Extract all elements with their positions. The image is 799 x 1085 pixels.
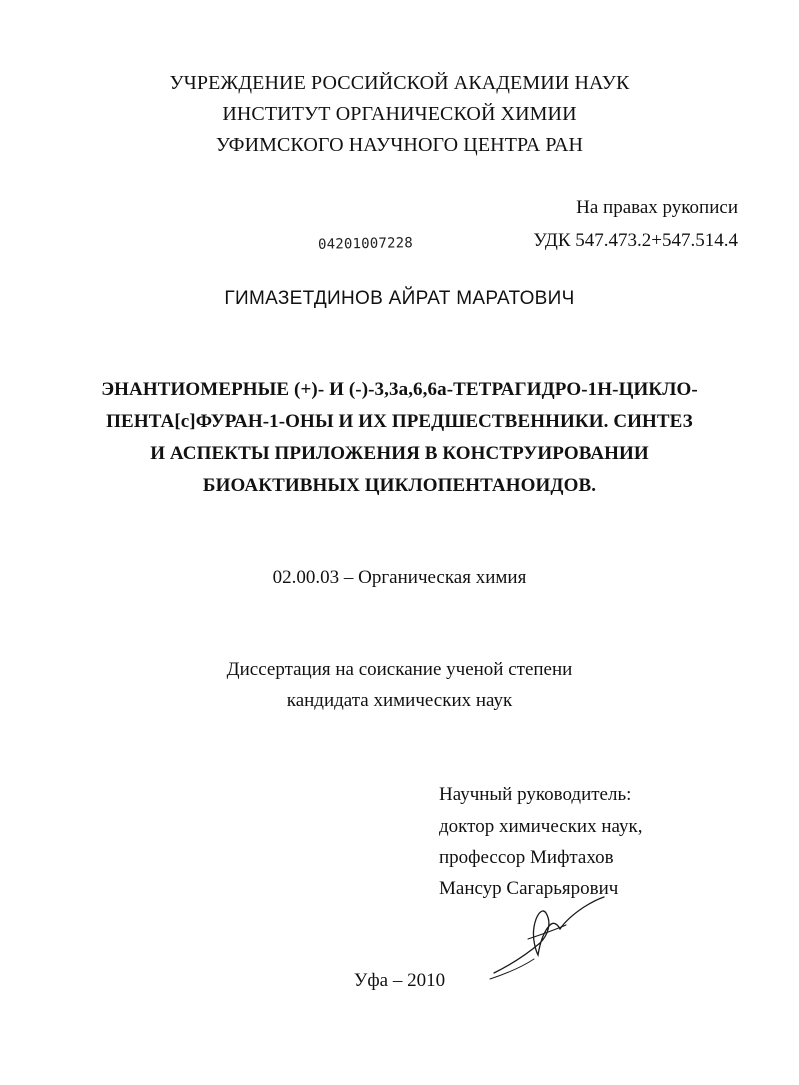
institution-line-1: УЧРЕЖДЕНИЕ РОССИЙСКОЙ АКАДЕМИИ НАУК [169,72,630,94]
title-line-1: ЭНАНТИОМЕРНЫЕ (+)- И (-)-3,3а,6,6а-ТЕТРАГИДРО-1H-ЦИКЛО- [101,379,698,400]
udc-code: УДК 547.473.2+547.514.4 [533,230,738,251]
manuscript-rights-note: На правах рукописи [576,197,738,218]
degree-line-2: кандидата химических наук [286,690,513,711]
author-name: ГИМАЗЕТДИНОВ АЙРАТ МАРАТОВИЧ [224,288,575,309]
place-and-year: Уфа – 2010 [353,970,446,991]
institution-line-3: УФИМСКОГО НАУЧНОГО ЦЕНТРА РАН [215,134,584,156]
title-line-3: И АСПЕКТЫ ПРИЛОЖЕНИЯ В КОНСТРУИРОВАНИИ [150,443,649,464]
supervisor-title-surname: профессор Мифтахов [439,847,614,868]
title-line-2: ПЕНТА[c]ФУРАН-1-ОНЫ И ИХ ПРЕДШЕСТВЕННИКИ. СИНТЕЗ [106,411,693,432]
handwritten-signature [488,895,608,980]
supervisor-label: Научный руководитель: [439,784,632,805]
degree-line-1: Диссертация на соискание ученой степени [226,659,573,680]
institution-line-2: ИНСТИТУТ ОРГАНИЧЕСКОЙ ХИМИИ [222,103,577,125]
supervisor-degree: доктор химических наук, [439,816,643,837]
specialty-code: 02.00.03 – Органическая химия [272,567,527,588]
title-line-4: БИОАКТИВНЫХ ЦИКЛОПЕНТАНОИДОВ. [202,475,597,496]
registration-number: 04201007228 [317,235,414,253]
supervisor-given-names: Мансур Сагарьярович [439,878,619,899]
